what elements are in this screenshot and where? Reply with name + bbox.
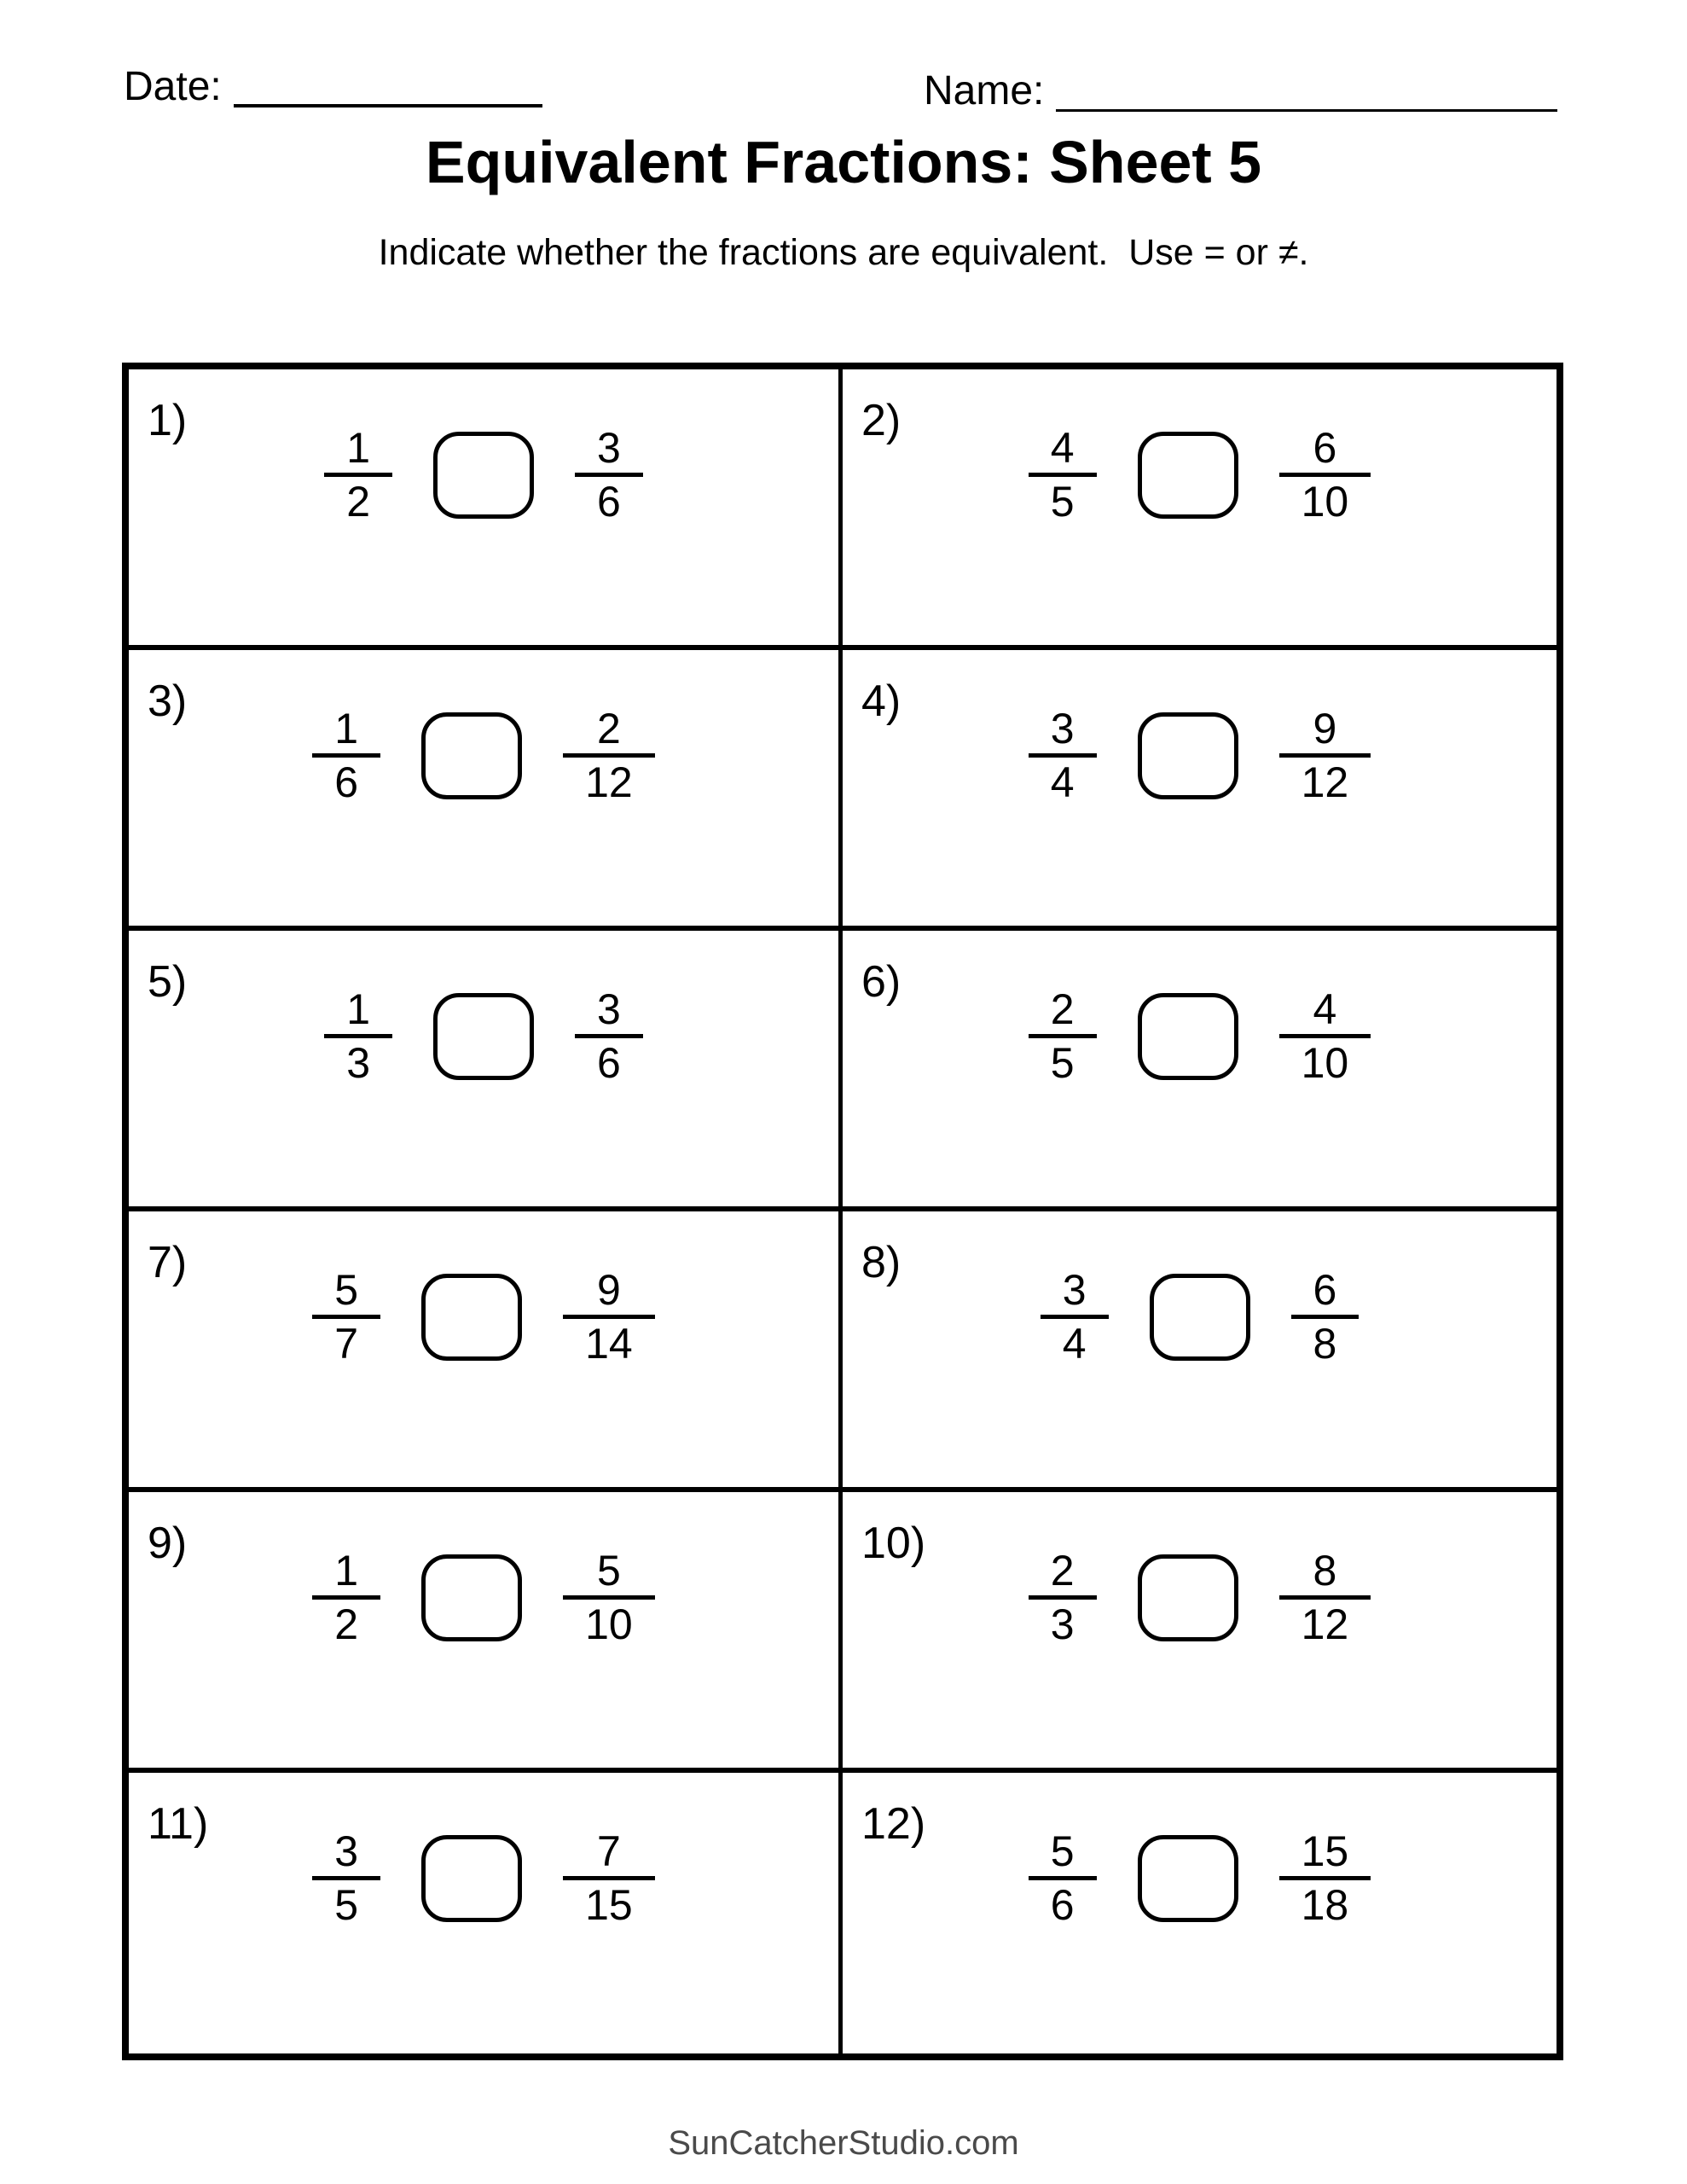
denominator: 5 bbox=[1050, 478, 1075, 526]
answer-box[interactable] bbox=[1150, 1274, 1250, 1361]
denominator: 2 bbox=[346, 478, 370, 526]
answer-box[interactable] bbox=[1138, 1835, 1238, 1922]
problem-cell-3 bbox=[129, 650, 843, 931]
problem-row bbox=[129, 1266, 838, 1368]
fraction-left bbox=[1029, 985, 1097, 1087]
fraction-right bbox=[1279, 985, 1371, 1087]
fraction-left bbox=[312, 705, 380, 806]
denominator: 12 bbox=[1301, 758, 1349, 806]
fraction-left bbox=[1041, 1266, 1109, 1368]
answer-box[interactable] bbox=[421, 712, 522, 799]
problem-number: 9) bbox=[148, 1519, 188, 1568]
numerator: 15 bbox=[1279, 1834, 1371, 1880]
problem-number: 6) bbox=[861, 957, 901, 1007]
problem-number: 5) bbox=[148, 957, 188, 1007]
problem-cell-2 bbox=[843, 369, 1557, 650]
problem-number: 8) bbox=[861, 1238, 901, 1287]
problem-row bbox=[843, 1547, 1557, 1648]
numerator: 5 bbox=[563, 1554, 655, 1600]
name-label: Name: bbox=[924, 68, 1045, 113]
problem-cell-7 bbox=[129, 1211, 843, 1492]
denominator: 3 bbox=[346, 1039, 370, 1087]
numerator: 4 bbox=[1279, 992, 1371, 1038]
denominator: 6 bbox=[597, 478, 621, 526]
denominator: 8 bbox=[1313, 1320, 1337, 1368]
problem-number: 4) bbox=[861, 677, 901, 726]
instructions: Indicate whether the fractions are equivalent. Use = or ≠. bbox=[378, 232, 1309, 273]
date-line[interactable] bbox=[234, 65, 542, 107]
answer-box[interactable] bbox=[1138, 712, 1238, 799]
problem-number: 2) bbox=[861, 396, 901, 445]
denominator: 4 bbox=[1062, 1320, 1087, 1368]
answer-box[interactable] bbox=[421, 1835, 522, 1922]
date-row bbox=[124, 65, 542, 107]
page-title: Equivalent Fractions: Sheet 5 bbox=[425, 129, 1262, 195]
problem-cell-4 bbox=[843, 650, 1557, 931]
date-label: Date: bbox=[124, 64, 222, 109]
problem-number: 1) bbox=[148, 396, 188, 445]
answer-box[interactable] bbox=[1138, 1554, 1238, 1641]
numerator: 1 bbox=[312, 712, 380, 758]
problem-row bbox=[843, 705, 1557, 806]
problem-row bbox=[129, 1827, 838, 1929]
denominator: 15 bbox=[585, 1881, 633, 1929]
numerator: 7 bbox=[563, 1834, 655, 1880]
answer-box[interactable] bbox=[421, 1554, 522, 1641]
denominator: 14 bbox=[585, 1320, 633, 1368]
numerator: 2 bbox=[1029, 992, 1097, 1038]
fraction-left bbox=[312, 1827, 380, 1929]
name-line[interactable] bbox=[1056, 70, 1557, 112]
denominator: 12 bbox=[585, 758, 633, 806]
numerator: 8 bbox=[1279, 1554, 1371, 1600]
fraction-right bbox=[1279, 1827, 1371, 1929]
numerator: 3 bbox=[575, 431, 643, 477]
numerator: 9 bbox=[563, 1273, 655, 1319]
denominator: 10 bbox=[1301, 1039, 1349, 1087]
fraction-left bbox=[1029, 424, 1097, 526]
denominator: 2 bbox=[334, 1600, 359, 1648]
denominator: 6 bbox=[334, 758, 359, 806]
problem-row bbox=[129, 1547, 838, 1648]
numerator: 5 bbox=[1029, 1834, 1097, 1880]
denominator: 10 bbox=[585, 1600, 633, 1648]
fraction-right bbox=[575, 985, 643, 1087]
problem-cell-9 bbox=[129, 1492, 843, 1773]
problems-grid bbox=[122, 363, 1563, 2060]
numerator: 2 bbox=[1029, 1554, 1097, 1600]
numerator: 6 bbox=[1279, 431, 1371, 477]
denominator: 6 bbox=[1050, 1881, 1075, 1929]
numerator: 1 bbox=[324, 431, 392, 477]
denominator: 3 bbox=[1050, 1600, 1075, 1648]
problem-number: 11) bbox=[148, 1799, 209, 1849]
fraction-right bbox=[1279, 705, 1371, 806]
answer-box[interactable] bbox=[433, 993, 534, 1080]
problem-number: 3) bbox=[148, 677, 188, 726]
denominator: 10 bbox=[1301, 478, 1349, 526]
footer-credit: SunCatcherStudio.com bbox=[668, 2124, 1019, 2162]
problem-row bbox=[129, 424, 838, 526]
fraction-right bbox=[1279, 1547, 1371, 1648]
problem-cell-8 bbox=[843, 1211, 1557, 1492]
numerator: 3 bbox=[575, 992, 643, 1038]
problem-row bbox=[843, 424, 1557, 526]
problem-row bbox=[129, 985, 838, 1087]
answer-box[interactable] bbox=[421, 1274, 522, 1361]
denominator: 5 bbox=[334, 1881, 359, 1929]
fraction-left bbox=[324, 424, 392, 526]
problem-row bbox=[129, 705, 838, 806]
numerator: 4 bbox=[1029, 431, 1097, 477]
numerator: 1 bbox=[324, 992, 392, 1038]
answer-box[interactable] bbox=[433, 432, 534, 519]
problem-cell-1 bbox=[129, 369, 843, 650]
fraction-left bbox=[1029, 1547, 1097, 1648]
numerator: 2 bbox=[563, 712, 655, 758]
denominator: 6 bbox=[597, 1039, 621, 1087]
problem-row bbox=[843, 1827, 1557, 1929]
name-row bbox=[924, 70, 1557, 112]
problem-cell-12 bbox=[843, 1773, 1557, 2053]
problem-cell-6 bbox=[843, 931, 1557, 1211]
fraction-right bbox=[563, 1827, 655, 1929]
fraction-left bbox=[312, 1547, 380, 1648]
numerator: 3 bbox=[1029, 712, 1097, 758]
problem-cell-11 bbox=[129, 1773, 843, 2053]
fraction-left bbox=[1029, 705, 1097, 806]
problem-cell-10 bbox=[843, 1492, 1557, 1773]
numerator: 3 bbox=[312, 1834, 380, 1880]
problem-number: 12) bbox=[861, 1799, 926, 1849]
fraction-left bbox=[324, 985, 392, 1087]
problem-row bbox=[843, 985, 1557, 1087]
denominator: 18 bbox=[1301, 1881, 1349, 1929]
numerator: 6 bbox=[1291, 1273, 1359, 1319]
fraction-right bbox=[563, 705, 655, 806]
fraction-right bbox=[563, 1266, 655, 1368]
problem-row bbox=[843, 1266, 1557, 1368]
problem-cell-5 bbox=[129, 931, 843, 1211]
fraction-left bbox=[1029, 1827, 1097, 1929]
answer-box[interactable] bbox=[1138, 432, 1238, 519]
denominator: 4 bbox=[1050, 758, 1075, 806]
fraction-right bbox=[575, 424, 643, 526]
problem-number: 10) bbox=[861, 1519, 926, 1568]
denominator: 12 bbox=[1301, 1600, 1349, 1648]
answer-box[interactable] bbox=[1138, 993, 1238, 1080]
fraction-right bbox=[1279, 424, 1371, 526]
fraction-left bbox=[312, 1266, 380, 1368]
numerator: 3 bbox=[1041, 1273, 1109, 1319]
fraction-right bbox=[563, 1547, 655, 1648]
fraction-right bbox=[1291, 1266, 1359, 1368]
numerator: 5 bbox=[312, 1273, 380, 1319]
denominator: 5 bbox=[1050, 1039, 1075, 1087]
numerator: 9 bbox=[1279, 712, 1371, 758]
problem-number: 7) bbox=[148, 1238, 188, 1287]
numerator: 1 bbox=[312, 1554, 380, 1600]
denominator: 7 bbox=[334, 1320, 359, 1368]
